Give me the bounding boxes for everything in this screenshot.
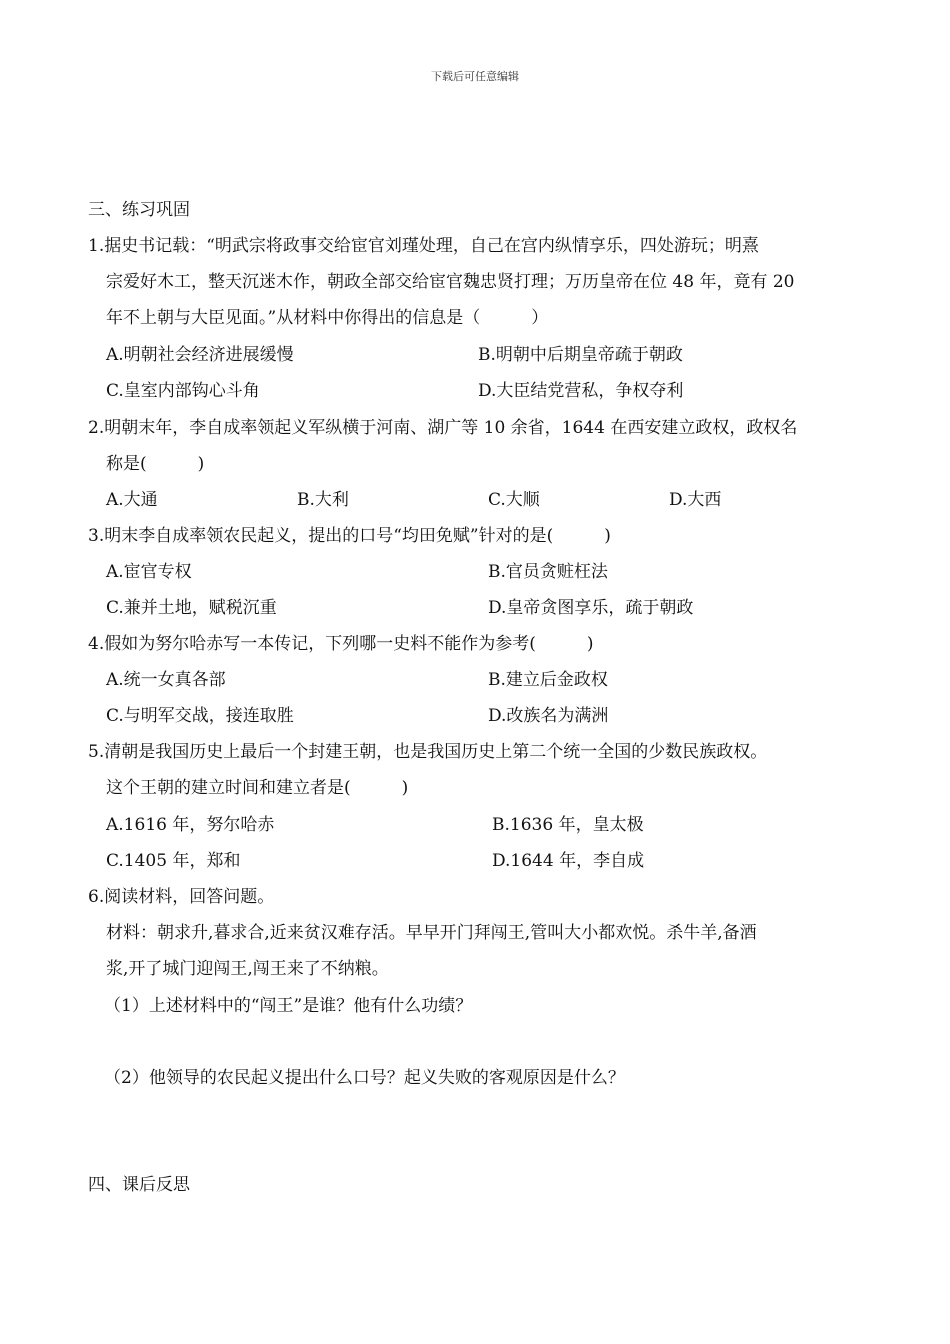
q6-line1: 6.阅读材料，回答问题。	[88, 887, 275, 907]
q3-option-a: A.宦官专权	[106, 562, 192, 582]
q2-option-a: A.大通	[106, 490, 158, 510]
q3-line1: 3.明末李自成率领农民起义，提出的口号“均田免赋”针对的是( )	[88, 526, 611, 546]
q1-line2: 宗爱好木工，整天沉迷木作，朝政全部交给宦官魏忠贤打理；万历皇帝在位 48 年，竟有 20	[106, 272, 795, 292]
q2-option-d: D.大西	[669, 490, 722, 510]
q2-option-c: C.大顺	[488, 490, 540, 510]
q6-subquestion-1: （1）上述材料中的“闯王”是谁？他有什么功绩？	[104, 996, 473, 1016]
q5-option-d: D.1644 年，李自成	[492, 851, 645, 871]
q5-line1: 5.清朝是我国历史上最后一个封建王朝，也是我国历史上第二个统一全国的少数民族政权。	[88, 742, 768, 762]
q2-option-b: B.大利	[297, 490, 349, 510]
q5-line2: 这个王朝的建立时间和建立者是( )	[106, 778, 409, 798]
q3-option-b: B.官员贪赃枉法	[488, 562, 608, 582]
section-3-title: 三、练习巩固	[88, 200, 190, 220]
q5-option-b: B.1636 年，皇太极	[492, 815, 644, 835]
q2-line1: 2.明朝末年，李自成率领起义军纵横于河南、湖广等 10 余省，1644 在西安建立政权，政权名	[88, 418, 798, 438]
q1-option-d: D.大臣结党营私，争权夺利	[478, 381, 684, 401]
q5-option-c: C.1405 年，郑和	[106, 851, 241, 871]
q4-option-d: D.改族名为满洲	[488, 706, 609, 726]
section-4-title: 四、课后反思	[88, 1175, 190, 1195]
q1-option-c: C.皇室内部钩心斗角	[106, 381, 260, 401]
q1-line3: 年不上朝与大臣见面。”从材料中你得出的信息是（ ）	[106, 308, 549, 328]
q6-material-line1: 材料：朝求升,暮求合,近来贫汉难存活。早早开门拜闯王,管叫大小都欢悦。杀牛羊,备酒	[106, 923, 757, 943]
q1-option-b: B.明朝中后期皇帝疏于朝政	[478, 345, 683, 365]
q2-line2: 称是( )	[106, 454, 205, 474]
page-header: 下载后可任意编辑	[431, 70, 519, 83]
q6-material-line2: 浆,开了城门迎闯王,闯王来了不纳粮。	[106, 959, 389, 979]
q4-option-b: B.建立后金政权	[488, 670, 608, 690]
q1-line1: 1.据史书记载：“明武宗将政事交给宦官刘瑾处理，自己在宫内纵情享乐，四处游玩；明熹	[88, 236, 759, 256]
q4-option-a: A.统一女真各部	[106, 670, 226, 690]
q6-subquestion-2: （2）他领导的农民起义提出什么口号？起义失败的客观原因是什么？	[104, 1068, 625, 1088]
q4-option-c: C.与明军交战，接连取胜	[106, 706, 294, 726]
q3-option-c: C.兼并土地，赋税沉重	[106, 598, 277, 618]
q3-option-d: D.皇帝贪图享乐，疏于朝政	[488, 598, 694, 618]
q5-option-a: A.1616 年，努尔哈赤	[106, 815, 275, 835]
q1-option-a: A.明朝社会经济进展缓慢	[106, 345, 294, 365]
q4-line1: 4.假如为努尔哈赤写一本传记，下列哪一史料不能作为参考( )	[88, 634, 594, 654]
